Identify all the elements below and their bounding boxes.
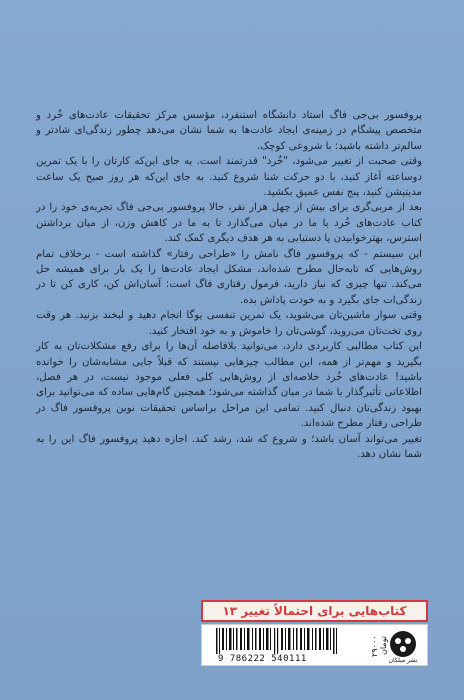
series-label: کتاب‌هایی برای احتمالاً تغییر ۱۳ [201,600,428,622]
price-label: ۲۹۰۰۰ تومان [370,635,388,657]
blurb-paragraph: بعد از مربی‌گری برای بیش از چهل هزار نفر، حالا پروفسور بی‌جی فاگ تجربه‌ی خود را در کتاب عادت‌های خُرد با ما در میان می‌گذارد تا به ما در کاهش وزن، از میان برداشتن استرس، بهترخوابیدن یا دستیابی به هر هدف دیگری کمک کند. [36,202,422,245]
isbn-number: 9 786222 540111 [218,654,307,664]
publisher-name: نشر میلکان [388,657,418,664]
blurb-paragraph: وقتی سوار ماشین‌تان می‌شوید، یک تمرین تنفسی یوگا انجام دهید و لبخند بزنید. هر وقت روی تخت‌تان می‌روید، گوشی‌تان را خاموش و به خود افتخار کنید. [36,310,422,337]
blurb-paragraph: این سیستم - که پروفسور فاگ نامش را «طراحی رفتار» گذاشته است - برخلاف تمام روش‌هایی که تابه‌حال مطرح شده‌اند، مشکل ایجاد عادت‌ها را یک بار برای همیشه حل می‌کند. تنها چیزی که نیاز دارید، فرمول رفتاری فاگ است: آسان‌اش کن، کاری کن تا در زندگی‌ات جای بگیرد و به خودت پاداش بده. [36,248,422,306]
blurb-paragraph: تغییر می‌تواند آسان باشد؛ و شروع که شد، رشد کند. اجازه دهید پروفسور فاگ این را به شما نشان دهد. [36,433,422,460]
barcode-panel [201,624,428,666]
barcode-icon [202,625,367,655]
back-cover-blurb [36,108,422,462]
blurb-paragraph: این کتاب مطالبی کاربردی دارد، می‌توانید بلافاصله آن‌ها را برای رفع مشکلات‌تان به کار بگیرید و مهم‌تر از همه، این مطالب چیزهایی نیستند که قبلاً جایی مشابه‌شان را خوانده باشید! عادت‌های خُرد خلاصه‌ای از روش‌هایی کلی فعلی موجود نیست، در هر فصل، اطلاعاتی تأثیرگذار با شما در میان گذاشته می‌شود؛ همچنین گام‌هایی ساده که می‌توانید برای بهبود زندگی‌تان دنبال کنید. تمامی این مراحل براساس تحقیقات نوین پروفسور فاگ در طراحی رفتار مطرح شده‌اند. [36,341,422,430]
blurb-paragraph: پروفسور بی‌جی فاگ استاد دانشگاه استنفرد، مؤسس مرکز تحقیقات عادت‌های خُرد و متخصص پیشگام در زمینه‌ی ایجاد عادت‌ها به شما نشان می‌دهد چطور زندگی‌ای شادتر و سالم‌تر داشته باشید: با شروعی کوچک. [36,110,422,152]
blurb-paragraph: وقتی صحبت از تغییر می‌شود، "خُرد" قدرتمند است. به جای این‌که کارتان را با یک تمرین دوساعته آغاز کنید، با دو حرکت شنا شروع کنید. به جای این‌که هر روز صبح یک ساعت مدیتیشن کنید، پنج نفس عمیق بکشید. [36,156,422,199]
